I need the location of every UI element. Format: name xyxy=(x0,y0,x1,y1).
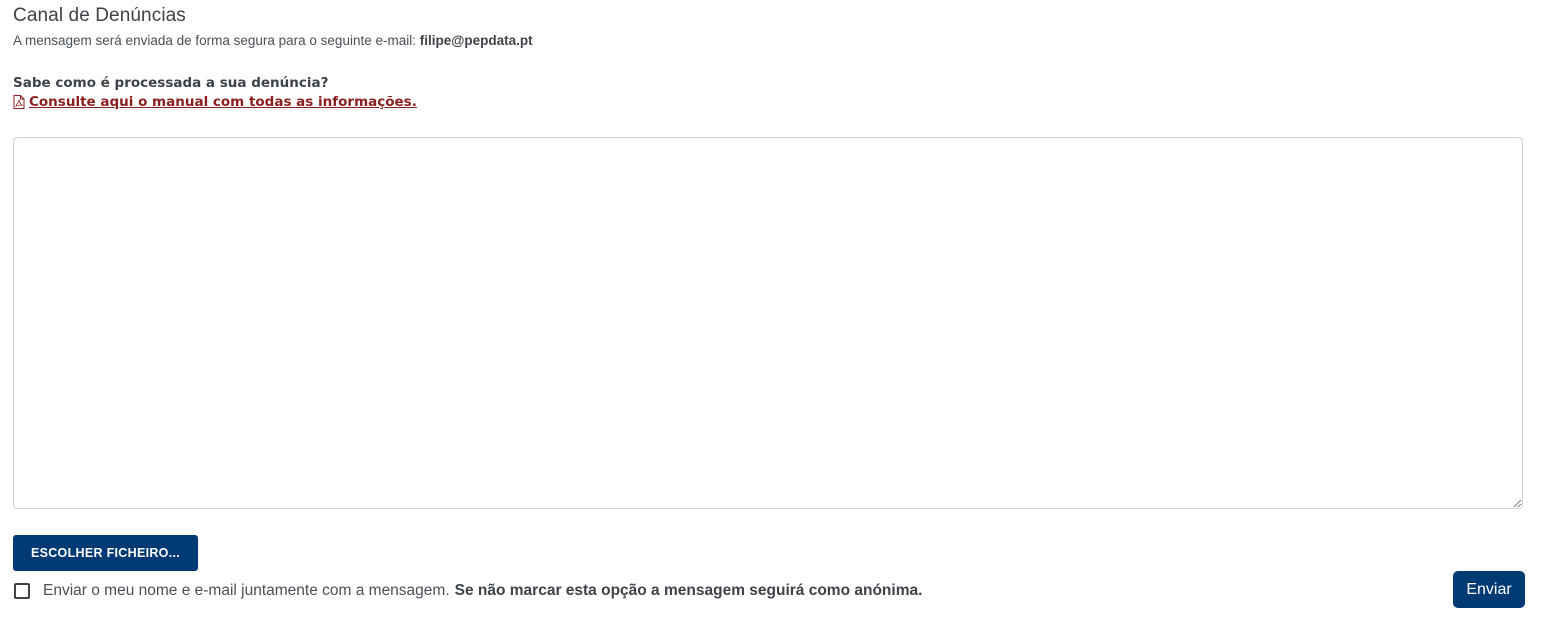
consent-label: Enviar o meu nome e e-mail juntamente com a mensagem. xyxy=(43,582,450,599)
message-textarea[interactable] xyxy=(13,137,1523,509)
resize-grip-icon[interactable] xyxy=(1512,498,1522,508)
subtitle-text: A mensagem será enviada de forma segura para o seguinte e-mail: xyxy=(13,33,416,48)
consent-checkbox[interactable] xyxy=(14,583,30,599)
choose-file-button[interactable]: ESCOLHER FICHEIRO... xyxy=(13,535,198,571)
recipient-email: filipe@pepdata.pt xyxy=(419,33,533,48)
process-question: Sabe como é processada a sua denúncia? xyxy=(13,75,329,91)
pdf-file-icon xyxy=(13,95,25,109)
page-subtitle xyxy=(13,33,533,48)
manual-link-label[interactable]: Consulte aqui o manual com todas as informações. xyxy=(29,94,417,110)
anonymous-notice: Se não marcar esta opção a mensagem seguirá como anónima. xyxy=(454,582,923,599)
page-title: Canal de Denúncias xyxy=(13,5,186,26)
manual-link[interactable] xyxy=(13,94,417,110)
send-button[interactable]: Enviar xyxy=(1453,571,1525,608)
consent-row xyxy=(14,582,922,600)
